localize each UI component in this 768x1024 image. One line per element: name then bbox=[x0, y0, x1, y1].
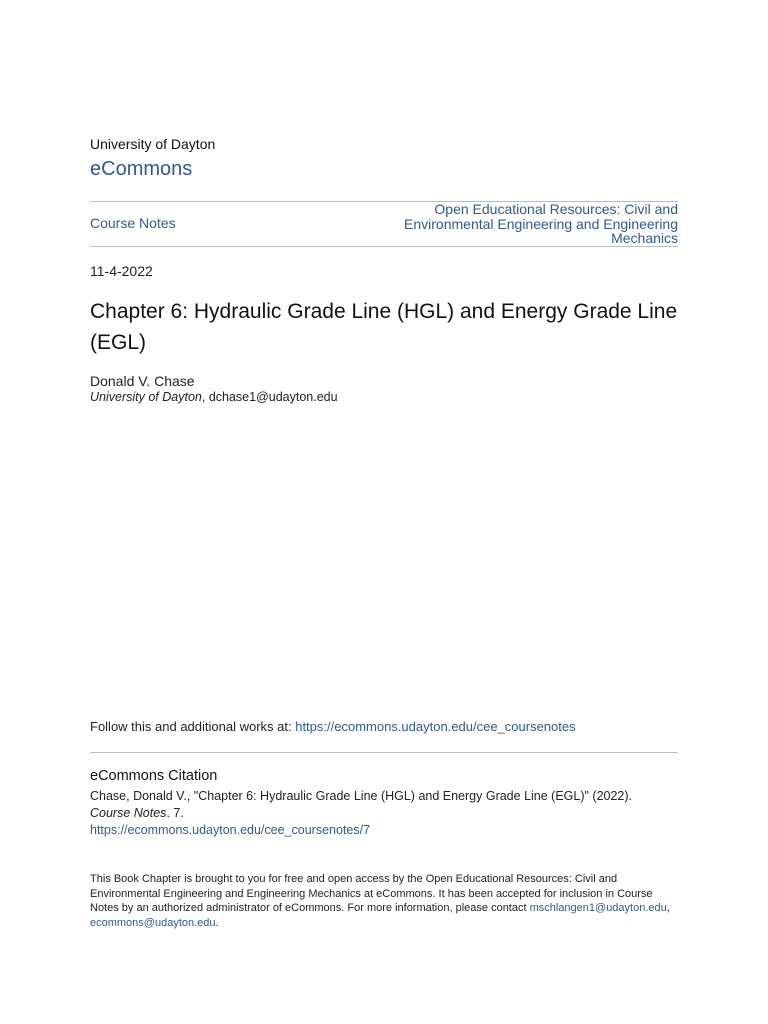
follow-text: Follow this and additional works at: bbox=[90, 719, 296, 734]
contact-email-link-1[interactable]: mschlangen1@udayton.edu bbox=[529, 902, 667, 914]
follow-line bbox=[90, 719, 576, 734]
citation-number: . 7. bbox=[166, 806, 184, 820]
email-separator: , bbox=[666, 902, 670, 914]
document-title: Chapter 6: Hydraulic Grade Line (HGL) and Energy Grade Line (EGL) bbox=[90, 300, 678, 354]
divider bbox=[90, 752, 678, 753]
course-notes-link[interactable]: Course Notes bbox=[90, 215, 176, 231]
contact-email-link-2[interactable]: ecommons@udayton.edu bbox=[90, 916, 216, 929]
divider bbox=[90, 246, 678, 247]
notice-end: . bbox=[215, 916, 219, 929]
affiliation-separator: , bbox=[201, 390, 206, 404]
author-email: dchase1@udayton.edu bbox=[208, 390, 338, 404]
publication-date: 11-4-2022 bbox=[90, 263, 153, 279]
citation-body: Chase, Donald V., "Chapter 6: Hydraulic Grade Line (HGL) and Energy Grade Line (EGL)" (2022). bbox=[90, 789, 633, 803]
citation-text bbox=[90, 788, 670, 822]
citation-heading: eCommons Citation bbox=[90, 768, 218, 784]
oer-collection-link[interactable]: Open Educational Resources: Civil and Environmental Engineering and Engineering Mechanics bbox=[404, 201, 678, 246]
access-notice bbox=[90, 872, 676, 930]
affiliation-name: University of Dayton bbox=[90, 390, 202, 404]
collection-url-link[interactable]: https://ecommons.udayton.edu/cee_coursenotes bbox=[295, 719, 576, 734]
notice-text: This Book Chapter is brought to you for free and open access by the Open Educational Resources: Civil and Environmental Engineering and Engineering Mechanics at eCommons. It has been accepted for inclusion in Course Notes by an authorized administrator of eCommons. For more information, please contact bbox=[90, 873, 653, 914]
citation-url-link[interactable]: https://ecommons.udayton.edu/cee_coursenotes/7 bbox=[90, 823, 371, 837]
citation-series: Course Notes bbox=[90, 806, 167, 820]
author-affiliation bbox=[90, 390, 338, 404]
institution-name: University of Dayton bbox=[90, 136, 216, 152]
author-name: Donald V. Chase bbox=[90, 373, 195, 389]
ecommons-link[interactable]: eCommons bbox=[90, 158, 193, 180]
